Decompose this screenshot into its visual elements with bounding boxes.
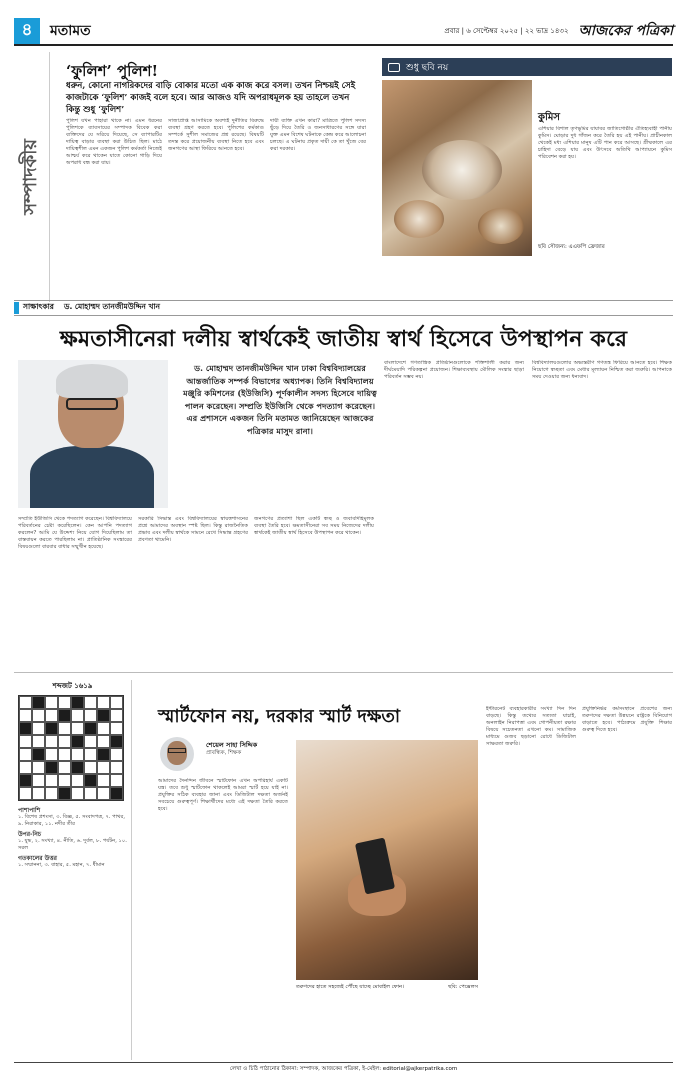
photo-caption <box>296 984 478 992</box>
interview-column-2: সরকারি সিদ্ধান্ত এবং বিশ্ববিদ্যালয়ের স্বায়ত্তশাসনের প্রশ্নে আমাদের অবস্থান স্পষ্ট ছিল। কিন্তু রাজনৈতিক প্রভাব এবং দলীয় স্বার্থকে সামনে রেখে সিদ্ধান্ত গ্রহণের প্রবণতা থামেনি। <box>138 516 248 543</box>
crossword-title: শব্দজট ১৬১৯ <box>52 682 93 690</box>
interview-intro: ড. মোহাম্মদ তানজীমউদ্দিন খান ঢাকা বিশ্ববিদ্যালয়ের আন্তর্জাতিক সম্পর্ক বিভাগের অধ্যাপক। তিনি বিশ্ববিদ্যালয় মঞ্জুরি কমিশনের (ইউজিসি) পূর্ণকালীন সদস্য হিসেবে দায়িত্ব পালন করেছেন। সম্প্রতি ইউজিসি থেকে পদত্যাগ করেছেন। এর প্রশাসনে একজন তিনি মতামত জানিয়েছেন আজকের পত্রিকার মাসুদ রানা। <box>183 363 377 436</box>
interview-headline: ক্ষমতাসীনেরা দলীয় স্বার্থকেই জাতীয় স্বার্থ হিসেবে উপস্থাপন করে <box>59 327 628 352</box>
page-number: ৪ <box>14 18 40 44</box>
article-column-3: প্রযুক্তিনির্ভর কর্মসংস্থানে প্রবেশের জন্য তরুণদের দক্ষতা উন্নয়নে রাষ্ট্রকে বিনিয়োগ বাড়াতে হবে। পাঠ্যক্রমে প্রযুক্তি শিক্ষার গুরুত্ব দিতে হবে। <box>582 706 672 733</box>
editorial-title: ‘ফুলিশ’ পুলিশ! <box>66 62 159 80</box>
editorial-lead: ধরুন, কোনো নাগরিকদের বাড়ি বোকার মতো এক কাজ করে বসল। তখন নিশ্চয়ই সেই কাজটাকে ‘ফুলিশ’ কাজই বলে হবে। আর আজও যদি অপরাধমূলক হয় তাহলে তখন কিন্তু শুধু ‘ফুলিশ’ <box>66 81 356 115</box>
caption-text: তরুণদের হাতে সহজেই পৌঁছে যাচ্ছে মোবাইল ফোন। <box>296 984 404 990</box>
portrait-hair <box>56 364 128 398</box>
article-column-1: আমাদের দৈনন্দিন জীবনে স্মার্টফোন এখন অপরিহার্য একটি যন্ত্র। তবে শুধু স্মার্টফোন থাকলেই আমরা স্মার্ট হয়ে যাই না। প্রযুক্তির সঠিক ব্যবহার জানা এবং ডিজিটাল দক্ষতা অর্জনই সবচেয়ে গুরুত্বপূর্ণ। শিক্ষার্থীদের মধ্যে এই দক্ষতা তৈরি করতে হবে। <box>158 778 288 812</box>
crossword-clues <box>14 807 131 869</box>
editorial-column-2: সাজাপ্রাপ্ত আসামিকে অবশ্যই দুর্নীতির বিরুদ্ধে ব্যবস্থা গ্রহণ করতে হবে। পুলিশের কর্মকাণ্ড সম্পর্কে সুশীল সমাজের প্রশ্ন রয়েছে। বিষয়টি তদন্ত করে প্রয়োজনীয় ব্যবস্থা নিতে হবে এবং জনগণের আস্থা ফিরিয়ে আনতে হবে। <box>168 118 264 152</box>
down-clues: ১. যুদ্ধ, ২. সংখ্যা, ৪. নীতি, ৬. দুর্বল, ৮. পর্যটন, ১০. সরল <box>18 838 127 851</box>
camera-icon <box>388 63 400 72</box>
editorial-column-3: দায়ী ব্যক্তি এখন কারা? মাত্রিতে পুলিশ সদস্য ছুঁড়ে দিয়ে তৈরি ও জনসাধারণের সঙ্গে যারা যুক্ত এমন বিশেষ ঘটনাকে কেন্দ্র করে আলোচনা চলছে। এ ঘটনায় প্রকৃত দায়ী কে তা খুঁজে বের করা দরকার। <box>270 118 366 152</box>
section-divider <box>14 672 673 673</box>
author-avatar <box>160 737 194 771</box>
photo-feature-label: শুধু ছবি নয় <box>406 62 449 73</box>
article-column-2: ইন্টারনেট ব্যবহারকারীর সংখ্যা দিন দিন বাড়ছে। কিন্তু তথ্যের সত্যতা যাচাই, অনলাইন নিরাপত্তা এবং গোপনীয়তা রক্ষার বিষয়ে সচেতনতা এখনো কম। সামাজিক মাধ্যমে গুজব ছড়ানো রোধে ডিজিটাল সাক্ষরতা জরুরি। <box>486 706 576 747</box>
interviewee-name: ড. মোহাম্মদ তানজীমউদ্দিন খান <box>63 302 161 311</box>
across-label: পাশাপাশি <box>18 807 41 814</box>
answers-label: গতকালের উত্তর <box>18 855 57 862</box>
crossword-grid <box>18 695 124 801</box>
side-tag-label: সম্পাদকীয় <box>20 139 41 215</box>
editorial-column-1: পুলিশ যখন পাহারা থাকে না। এমন ধরনের পুলিশকে ব্যাবসায়ের সম্পাদক বিবেক করা ব্যক্তিদের যে সরিয়ে দিয়েছে, সে ব্যাপারটির দায়িত্ব বাড়ার ব্যবস্থা করা উচিত ছিল। মাঠে দায়িত্বশীল এমন একজন পুলিশ কর্মকর্তা নিজেই আশ্চর্য করে থাকেন যাতে কোনো গাড়ি দিয়ে অপরাধ বন্ধ করা যায়। <box>66 118 162 166</box>
photo-feature-title: কুমিস <box>538 112 561 123</box>
interview-column-3: জনগণের প্রত্যাশা ছিল একটি স্বচ্ছ ও জবাবদিহিমূলক ব্যবস্থা তৈরি হবে। ক্ষমতাসীনেরা সব সময় নিজেদের দলীয় স্বার্থকেই জাতীয় স্বার্থ হিসেবে উপস্থাপন করে থাকেন। <box>254 516 374 536</box>
avatar-face <box>167 741 187 765</box>
author-name: শেয়েল সাহা সিদ্দিক <box>206 741 258 749</box>
photo-credit: ছবি সৌজন্য: এএফপি ফ্রেজার <box>538 244 605 250</box>
newspaper-logo: আজকের পত্রিকা <box>578 23 673 39</box>
author-role: প্রাবন্ধিক, শিক্ষক <box>206 750 242 756</box>
photo-feature-header <box>382 58 672 76</box>
interview-column-1: সম্প্রতি ইউজিসি থেকে পদত্যাগ করেছেন। বিশ্ববিদ্যালয়ে পরিবর্তনের চেষ্টা করেছিলেন। কেন আপনি পদত্যাগ করলেন? আমি যে উদ্দেশ্য নিয়ে যোগ দিয়েছিলাম তা বাস্তবায়ন করতে পারছিলাম না। প্রাতিষ্ঠানিক সংস্কারের বিষয়গুলো বারবার বাধার সম্মুখীন হয়েছে। <box>18 516 132 550</box>
bowl-shape <box>422 140 502 200</box>
bowl-shape <box>478 208 524 244</box>
article-headline: স্মার্টফোন নয়, দরকার স্মার্ট দক্ষতা <box>158 706 401 727</box>
date-line: প্রবার | ৬ সেপ্টেম্বর ২০২৫ | ২২ ভাদ্র ১৪৩২ <box>444 27 569 35</box>
page-header <box>14 18 673 46</box>
photo-feature-text: এশিয়ার বিশাল তৃণভূমির যাযাবর জাতিগোষ্ঠীর ঐতিহ্যবাহী পানীয় কুমিস। ঘোড়ার দুধ গাঁজন করে তৈরি হয় এই পানীয়। প্রাচীনকাল থেকেই মধ্য এশিয়ার মানুষ এটি পান করে আসছে। গ্রীষ্মকালে এর চাহিদা বেড়ে যায় এবং উৎসবে অতিথি আপ্যায়নে কুমিস পরিবেশন করা হয়। <box>538 126 672 160</box>
caption-credit: ছবি: পেক্সেলস <box>448 984 478 990</box>
interviewee-portrait <box>18 360 168 508</box>
avatar-glasses <box>168 748 186 753</box>
answers-text: ১. সম্মাননা, ৩. বাহার, ৫. মহান, ৭. ধীমান <box>18 862 105 868</box>
interview-bar <box>14 300 673 316</box>
interview-column-5: বিশ্ববিদ্যালয়গুলোর অভ্যন্তরীণ গণতন্ত্র ফিরিয়ে আনতে হবে। শিক্ষক নিয়োগে স্বচ্ছতা এবং মেধার মূল্যায়ন নিশ্চিত করা জরুরি। আপনাকে সময় দেওয়ার জন্য ধন্যবাদ। <box>532 360 672 380</box>
smartphone-photo <box>296 740 478 980</box>
section-title: মতামত <box>50 23 91 39</box>
page-footer: লেখা ও চিঠি পাঠানোর ঠিকানা: সম্পাদক, আজকের পত্রিকা, ই-মেইল: editorial@ajkerpatrika.com <box>14 1062 673 1074</box>
bowl-shape <box>394 200 444 238</box>
portrait-body <box>30 446 154 508</box>
editorial-side-tag <box>14 52 50 302</box>
interview-column-4: বাংলাদেশে গণতান্ত্রিক প্রতিষ্ঠানগুলোকে শক্তিশালী করার জন্য দীর্ঘমেয়াদি পরিকল্পনা প্রয়োজন। শিক্ষাব্যবস্থায় মৌলিক সংস্কার ছাড়া পরিবর্তন সম্ভব নয়। <box>384 360 524 380</box>
interview-tag: সাক্ষাৎকার <box>14 302 58 314</box>
crossword-box <box>14 680 132 1060</box>
across-clues: ১. বিশেষ প্রশংসা, ৩. বিজ্ঞ, ৫. সংবাদপত্র, ৭. পাথর, ৯. নিরাকার, ১১. নদীর তীর <box>18 814 126 827</box>
kumis-photo <box>382 80 532 256</box>
down-label: উপর-নিচ <box>18 831 42 838</box>
portrait-glasses <box>66 398 118 410</box>
